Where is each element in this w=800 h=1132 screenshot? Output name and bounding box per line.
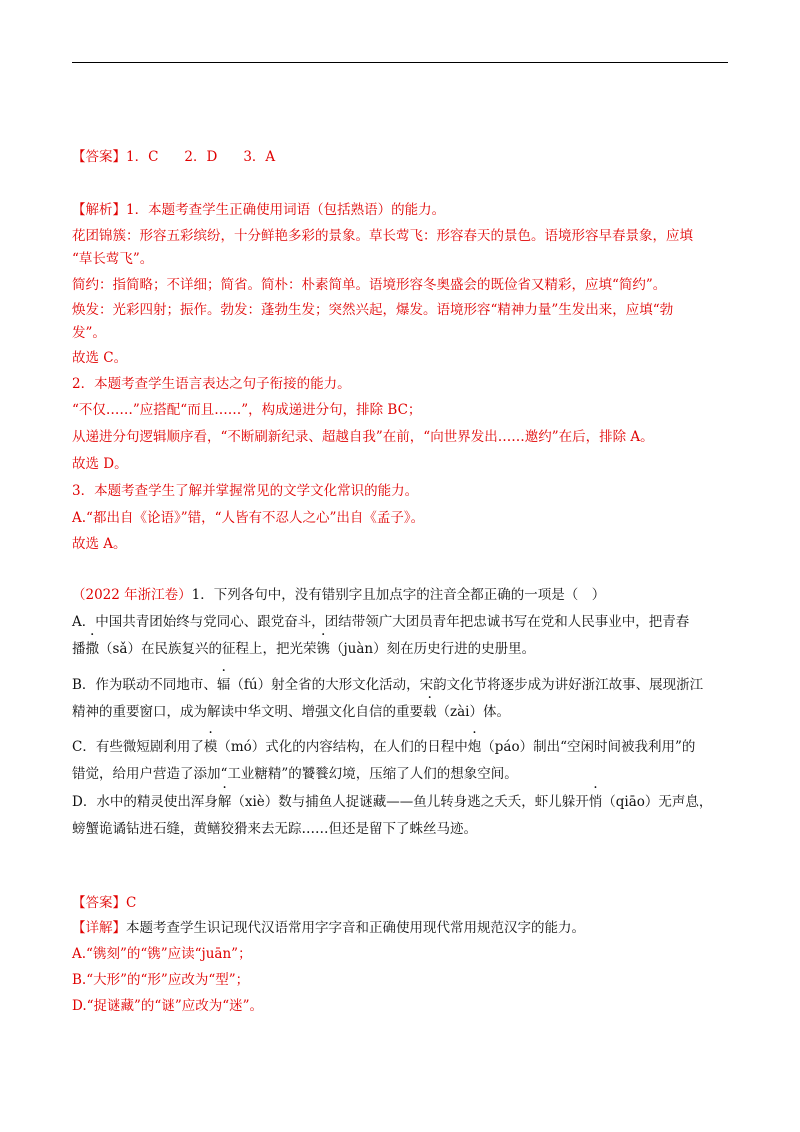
analysis-line-9: “不仅……”应搭配“而且……”，构成递进分句，排除 BC； (72, 402, 422, 418)
analysis-line-2: 花团锦簇：形容五彩缤纷，十分鲜艳多彩的景象。草长莺飞：形容春天的景色。语境形容早春景象，应填 (72, 228, 693, 244)
option-b-line-2 (72, 703, 732, 721)
analysis-line-11: 故选 D。 (72, 456, 128, 472)
option-a-line-2 (72, 640, 732, 658)
option-d-text: D．水中的精灵使出浑身 (72, 794, 218, 810)
dotted-char: 炮 (467, 739, 482, 755)
dotted-char: 模 (203, 739, 218, 755)
header-rule (72, 62, 728, 63)
dotted-char: 镌 (316, 641, 330, 657)
answer-2-line (72, 894, 732, 912)
analysis-line-10: 从递进分句逻辑顺序看，“不断刷新纪录、超越自我”在前，“向世界发出……邀约”在后，排除 A。 (72, 429, 654, 445)
detail-line-1 (72, 919, 732, 937)
detail-line-2: A.“镌刻”的“镌”应读“juān”； (72, 946, 252, 962)
detail-line-3: B.“大形”的“形”应改为“型”； (72, 972, 250, 988)
answer-3: 3．A (243, 149, 276, 165)
analysis-line-6: 发”。 (72, 325, 106, 341)
analysis-line-4: 简约：指简略；不详细；简省。简朴：朴素简单。语境形容冬奥盛会的既俭省又精彩，应填“简约”。 (72, 277, 667, 293)
detail-label: 【详解】 (72, 920, 126, 936)
option-c-text: C．有些微短剧利用了 (72, 739, 204, 755)
analysis-line-13: A.“都出自《论语》”错，“人皆有不忍人之心”出自《孟子》。 (72, 510, 425, 526)
analysis-text: 1．本题考查学生正确使用词语（包括熟语）的能力。 (126, 202, 446, 218)
option-a-text: （sǎ）在民族复兴的征程上，把光荣 (99, 641, 317, 657)
answer-line (72, 148, 732, 166)
detail-line-4: D.“捉谜藏”的“谜”应改为“迷”。 (72, 998, 264, 1014)
dotted-char: 辐 (216, 677, 231, 693)
option-d-text: （qiāo）无声息， (602, 794, 713, 810)
option-c-line-2: 错觉，给用户营造了添加“工业糖精”的饕餮幻境，压缩了人们的想象空间。 (72, 766, 518, 782)
detail-text: 本题考查学生识记现代汉语常用字字音和正确使用现代常用规范汉字的能力。 (126, 920, 585, 936)
option-c-text: （mó）式化的内容结构，在人们的日程中 (217, 739, 468, 755)
question-source: （2022 年浙江卷） (72, 587, 192, 603)
answer-label: 【答案】 (72, 149, 126, 165)
option-c-text: （páo）制出“空闲时间被我利用”的 (481, 739, 696, 755)
answer-2: 2．D (184, 149, 218, 165)
dotted-char: 撒 (85, 641, 99, 657)
analysis-label: 【解析】 (72, 202, 126, 218)
option-d-line-1 (72, 793, 732, 811)
option-a-text: （juàn）刻在历史行进的史册里。 (329, 641, 536, 657)
option-b-text: 精神的重要窗口，成为解读中华文明、增强文化自信的重要 (72, 704, 423, 720)
question-stem (72, 586, 732, 604)
analysis-line-14: 故选 A。 (72, 536, 127, 552)
dotted-char: 解 (217, 794, 232, 810)
analysis-line-1 (72, 201, 732, 219)
answer-value: C (126, 895, 137, 911)
option-a-text: 播 (72, 641, 86, 657)
option-b-line-1 (72, 676, 732, 694)
analysis-line-3: “草长莺飞”。 (72, 251, 154, 267)
option-b-text: B．作为联动不同地市、 (72, 677, 217, 693)
answer-1: 1．C (126, 149, 159, 165)
analysis-line-8: 2．本题考查学生语言表达之句子衔接的能力。 (72, 376, 351, 392)
option-b-text: （fú）射全省的大形文化活动，宋韵文化节将逐步成为讲好浙江故事、展现浙江 (230, 677, 704, 693)
analysis-line-5: 焕发：光彩四射；振作。勃发：蓬勃生发；突然兴起，爆发。语境形容“精神力量”生发出来，应填“勃 (72, 302, 674, 318)
option-d-line-2: 螃蟹诡谲钻进石缝，黄鳝狡猾来去无踪……但还是留下了蛛丝马迹。 (72, 821, 477, 837)
option-b-text: （zài）体。 (436, 704, 510, 720)
dotted-char: 载 (423, 704, 437, 720)
analysis-line-7: 故选 C。 (72, 350, 128, 366)
analysis-line-12: 3．本题考查学生了解并掌握常见的文学文化常识的能力。 (72, 483, 419, 499)
dotted-char: 悄 (588, 794, 603, 810)
answer-label: 【答案】 (72, 895, 126, 911)
question-text: 1．下列各句中，没有错别字且加点字的注音全都正确的一项是（ ） (191, 587, 606, 603)
option-a-line-1: A．中国共青团始终与党同心、跟党奋斗，团结带领广大团员青年把忠诚书写在党和人民事业中，把青春 (72, 614, 690, 630)
option-d-text: （xiè）数与捕鱼人捉谜藏——鱼儿转身逃之夭夭，虾儿躲开 (231, 794, 589, 810)
option-c-line-1 (72, 738, 732, 756)
